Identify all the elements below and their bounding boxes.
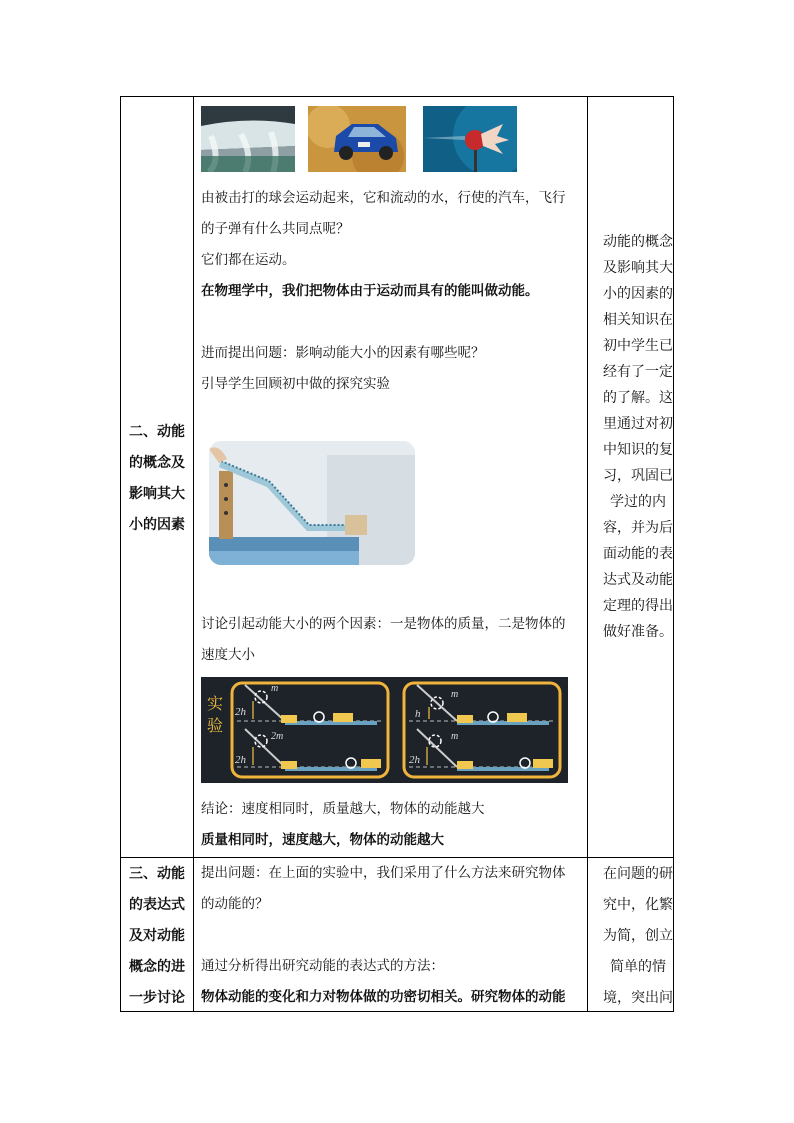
ramp-experiment-photo <box>209 441 415 565</box>
section-line: 小的因素 <box>129 517 185 533</box>
lesson-table <box>120 96 674 1012</box>
text-line: 进而提出问题：影响动能大小的因素有哪些呢？ <box>201 345 485 361</box>
conclusion-line: 质量相同时，速度越大，物体的动能越大 <box>201 832 444 848</box>
note-line: 定理的得出 <box>603 598 673 614</box>
note-line: 为简，创立 <box>603 928 673 944</box>
text-line: 它们都在运动。 <box>201 252 296 268</box>
section-line: 一步讨论 <box>129 990 185 1006</box>
teaching-note <box>595 229 681 645</box>
mass-label: 2m <box>271 731 284 742</box>
note-line: 中知识的复 <box>603 442 673 458</box>
section-line: 影响其大 <box>129 486 185 502</box>
text-line: 的子弹有什么共同点呢？ <box>201 221 350 237</box>
note-line: 简单的情 <box>610 959 666 975</box>
teaching-note <box>595 859 681 1014</box>
note-line: 习，巩固已 <box>603 468 673 484</box>
section-line: 的概念及 <box>129 455 185 471</box>
note-line: 做好准备。 <box>603 624 673 640</box>
section-line: 的表达式 <box>129 897 185 913</box>
waterfall-photo <box>201 106 295 172</box>
note-line: 里通过对初 <box>603 416 673 432</box>
text-line: 由被击打的球会运动起来，它和流动的水，行使的汽车，飞行 <box>201 190 566 206</box>
note-line: 动能的概念 <box>603 234 673 250</box>
note-line: 在问题的研 <box>603 866 673 882</box>
height-label: 2h <box>235 754 246 766</box>
text-line: 速度大小 <box>201 647 255 663</box>
mass-label: m <box>451 731 459 742</box>
conclusion-text: 结论：速度相同时，质量越大，物体的动能越大 <box>201 801 485 817</box>
experiment-tag <box>203 691 227 741</box>
text-line: 的动能的？ <box>201 896 269 912</box>
definition-line: 在物理学中，我们把物体由于运动而具有的能叫做动能。 <box>201 283 539 299</box>
text-line: 讨论引起动能大小的两个因素：一是物体的质量，二是物体的 <box>201 616 566 632</box>
note-line: 相关知识在 <box>603 312 673 328</box>
section-label-expression <box>121 859 193 1014</box>
note-line: 达式及动能 <box>603 572 673 588</box>
rally-car-photo <box>308 106 406 172</box>
text-line: 物体动能的变化和力对物体做的功密切相关。研究物体的动能 <box>201 989 566 1005</box>
height-label: 2h <box>235 706 246 718</box>
note-line: 经有了一定 <box>603 364 673 380</box>
text-line: 通过分析得出研究动能的表达式的方法： <box>201 958 444 974</box>
note-line: 及影响其大 <box>603 260 673 276</box>
note-line: 小的因素的 <box>603 286 673 302</box>
conclusion-line <box>201 794 591 825</box>
column-divider <box>193 97 194 1011</box>
section-line: 三、动能 <box>129 866 185 882</box>
text-line: 提出问题：在上面的实验中，我们采用了什么方法来研究物体 <box>201 865 566 881</box>
experiment-diagram <box>201 677 568 783</box>
mass-label: m <box>271 683 279 694</box>
experiment-tag-bottom: 验 <box>206 718 224 735</box>
mass-label: m <box>451 689 459 700</box>
note-line: 容，并为后 <box>603 520 673 536</box>
height-label: h <box>415 708 421 720</box>
text-line: 引导学生回顾初中做的探究实验 <box>201 376 390 392</box>
height-label: 2h <box>409 754 420 766</box>
section-line: 及对动能 <box>129 928 185 944</box>
note-line: 境，突出问 <box>603 990 673 1006</box>
note-line: 的了解。这 <box>603 390 673 406</box>
note-line: 学过的内 <box>610 494 666 510</box>
bullet-apple-photo <box>423 106 517 172</box>
note-line: 面动能的表 <box>603 546 673 562</box>
section-label-kinetic-energy <box>121 417 193 541</box>
experiment-tag-top: 实 <box>206 696 224 713</box>
section-line: 概念的进 <box>129 959 185 975</box>
note-line: 初中学生已 <box>603 338 673 354</box>
section-line: 二、动能 <box>129 424 185 440</box>
note-line: 究中，化繁 <box>603 897 673 913</box>
